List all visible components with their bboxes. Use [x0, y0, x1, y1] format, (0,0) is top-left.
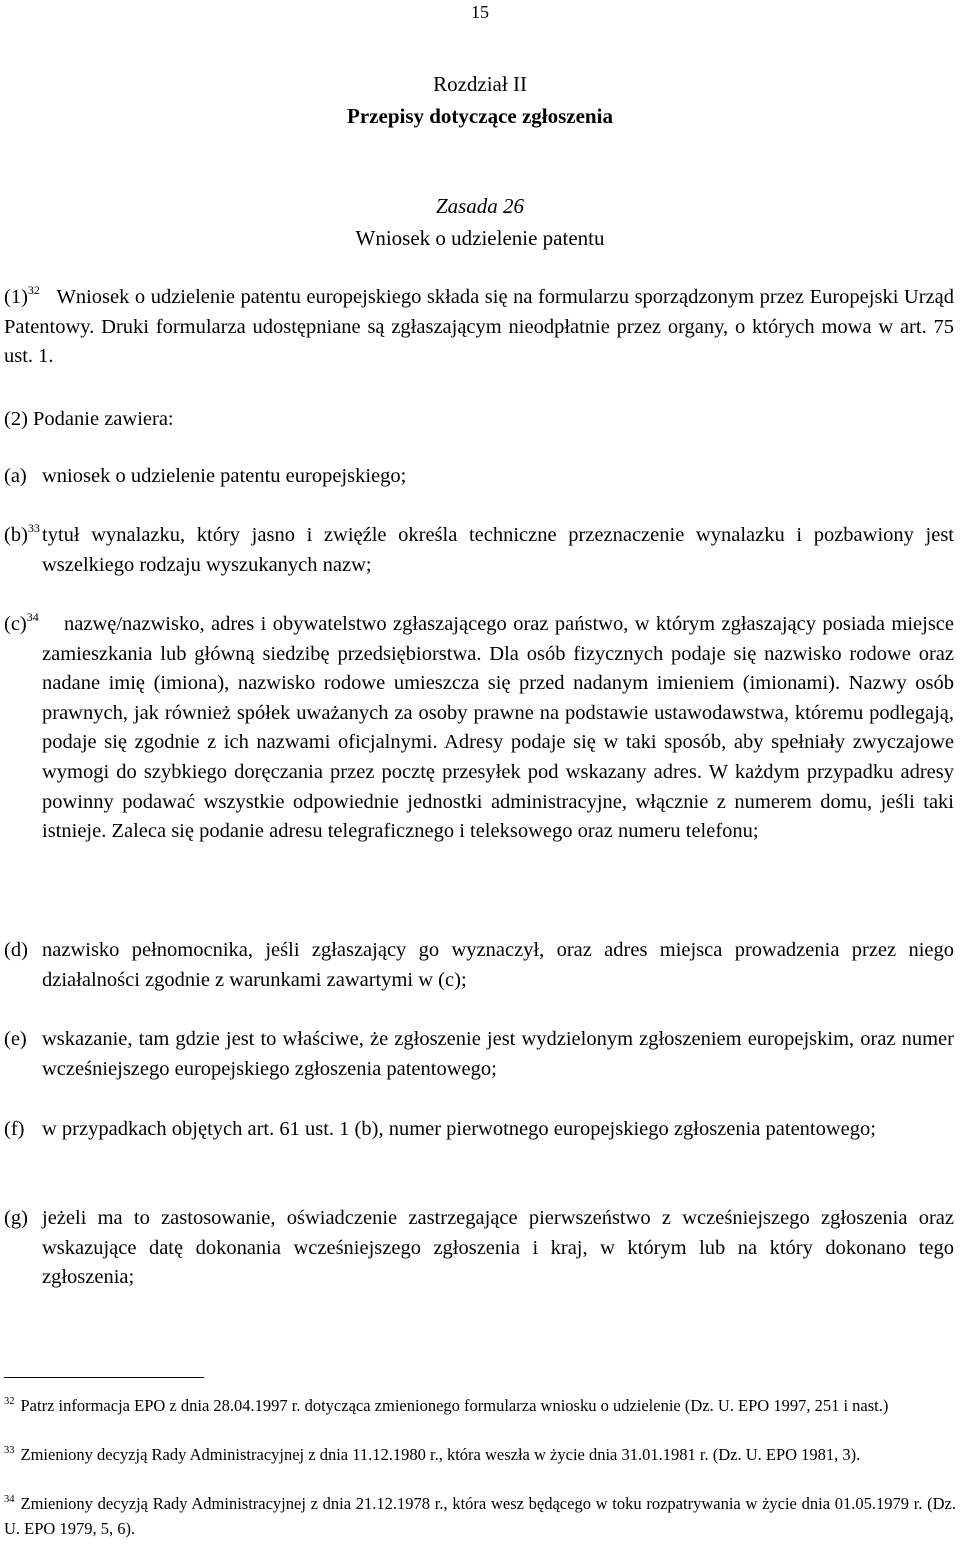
page-number: 15	[471, 2, 489, 22]
list-item-g	[4, 1204, 954, 1293]
list-item-text: nazwisko pełnomocnika, jeśli zgłaszający go wyznaczył, oraz adres miejsca prowadzenia przez niego działalności zgodnie z warunkami zawartymi w (c);	[42, 939, 954, 991]
list-item-text: wskazanie, tam gdzie jest to właściwe, że zgłoszenie jest wydzielonym zgłoszeniem europejskim, oraz numer wcześniejszego europejskiego zgłoszenia patentowego;	[42, 1028, 954, 1080]
paragraph-2	[4, 405, 954, 435]
footnote-ref-33: 33	[27, 521, 40, 535]
list-item-e	[4, 1025, 954, 1084]
list-item-label: $(c)^{34}$	[4, 610, 39, 635]
footnote-ref-32: 32	[27, 283, 40, 297]
paragraph-1-text: Wniosek o udzielenie patentu europejskiego składa się na formularzu sporządzonym przez Europejski Urząd Patentowy. Druki formularza udostępniane są zgłaszającym nieodpłatnie przez organy, o których mowa w art. 75 ust. 1.	[4, 286, 955, 368]
list-item-c	[4, 610, 954, 847]
footnote-number: 34	[4, 1494, 15, 1505]
footnote-34	[4, 1492, 956, 1541]
paragraph-2-text: Podanie zawiera:	[33, 408, 174, 430]
list-item-label: $(b)^{33}$	[4, 521, 40, 546]
list-item-text: w przypadkach objętych art. 61 ust. 1 (b), numer pierwotnego europejskiego zgłoszenia patentowego;	[42, 1118, 876, 1140]
list-item-f	[4, 1115, 954, 1145]
footnote-33	[4, 1443, 956, 1468]
list-item-b	[4, 521, 954, 580]
list-item-text: tytuł wynalazku, który jasno i zwięźle określa techniczne przeznaczenie wynalazku i pozbawiony jest wszelkiego rodzaju wyszukanych nazw;	[42, 524, 954, 576]
list-item-d	[4, 936, 954, 995]
list-item-text: wniosek o udzielenie patentu europejskiego;	[42, 465, 407, 487]
list-item-a	[4, 462, 954, 492]
footnote-number: 32	[4, 1396, 15, 1407]
list-item-label: (a)	[4, 465, 27, 487]
footnote-32	[4, 1394, 956, 1419]
paragraph-1-label: (1)	[4, 286, 28, 308]
list-item-label: (e)	[4, 1028, 27, 1050]
footnote-number: 33	[4, 1445, 15, 1456]
paragraph-1	[4, 283, 954, 372]
footnote-divider	[4, 1377, 204, 1378]
rule-title: Wniosek o udzielenie patentu	[355, 226, 605, 250]
footnote-ref-34: 34	[26, 610, 39, 624]
rule-label: Zasada 26	[435, 194, 525, 218]
paragraph-2-label: (2)	[4, 408, 28, 430]
footnote-text: Patrz informacja EPO z dnia 28.04.1997 r. dotycząca zmienionego formularza wniosku o udzielenie (Dz. U. EPO 1997, 251 i nast.)	[20, 1396, 889, 1415]
chapter-title: Przepisy dotyczące zgłoszenia	[347, 104, 613, 128]
footnote-text: Zmieniony decyzją Rady Administracyjnej z dnia 11.12.1980 r., która weszła w życie dnia 31.01.1981 r. (Dz. U. EPO 1981, 3).	[20, 1445, 861, 1464]
list-item-label: (f)	[4, 1118, 25, 1140]
footnote-text: Zmieniony decyzją Rady Administracyjnej z dnia 21.12.1978 r., która wesz będącego w toku rozpatrywania w życie dnia 01.05.1979 r. (Dz. U. EPO 1979, 5, 6).	[4, 1494, 956, 1538]
list-item-label: (d)	[4, 939, 28, 961]
list-item-label: (g)	[4, 1207, 28, 1229]
chapter-heading: Rozdział II	[433, 72, 527, 96]
list-item-text: jeżeli ma to zastosowanie, oświadczenie zastrzegające pierwszeństwo z wcześniejszego zgłoszenia oraz wskazujące datę dokonania wcześniejszego zgłoszenia i kraj, w którym lub na który dokonano tego zgłoszenia;	[42, 1207, 954, 1289]
list-item-text: nazwę/nazwisko, adres i obywatelstwo zgłaszającego oraz państwo, w którym zgłaszający posiada miejsce zamieszkania lub główną siedzibę przedsiębiorstwa. Dla osób fizycznych podaje się nazwisko rodowe oraz nadane imię (imiona), nazwisko rodowe umieszcza się przed nadanym imieniem (imionami). Nazwy osób prawnych, jak również spółek uważanych za osoby prawne na podstawie ustawodawstwa, któremu podlegają, podaje się zgodnie z ich nazwami oficjalnymi. Adresy podaje się w taki sposób, aby spełniały zwyczajowe wymogi do szybkiego doręczania przez pocztę przesyłek pod wskazany adres. W każdym przypadku adresy powinny podawać wszystkie odpowiednie jednostki administracyjne, włącznie z numerem domu, jeśli taki istnieje. Zaleca się podanie adresu telegraficznego i teleksowego oraz numeru telefonu;	[42, 613, 954, 843]
